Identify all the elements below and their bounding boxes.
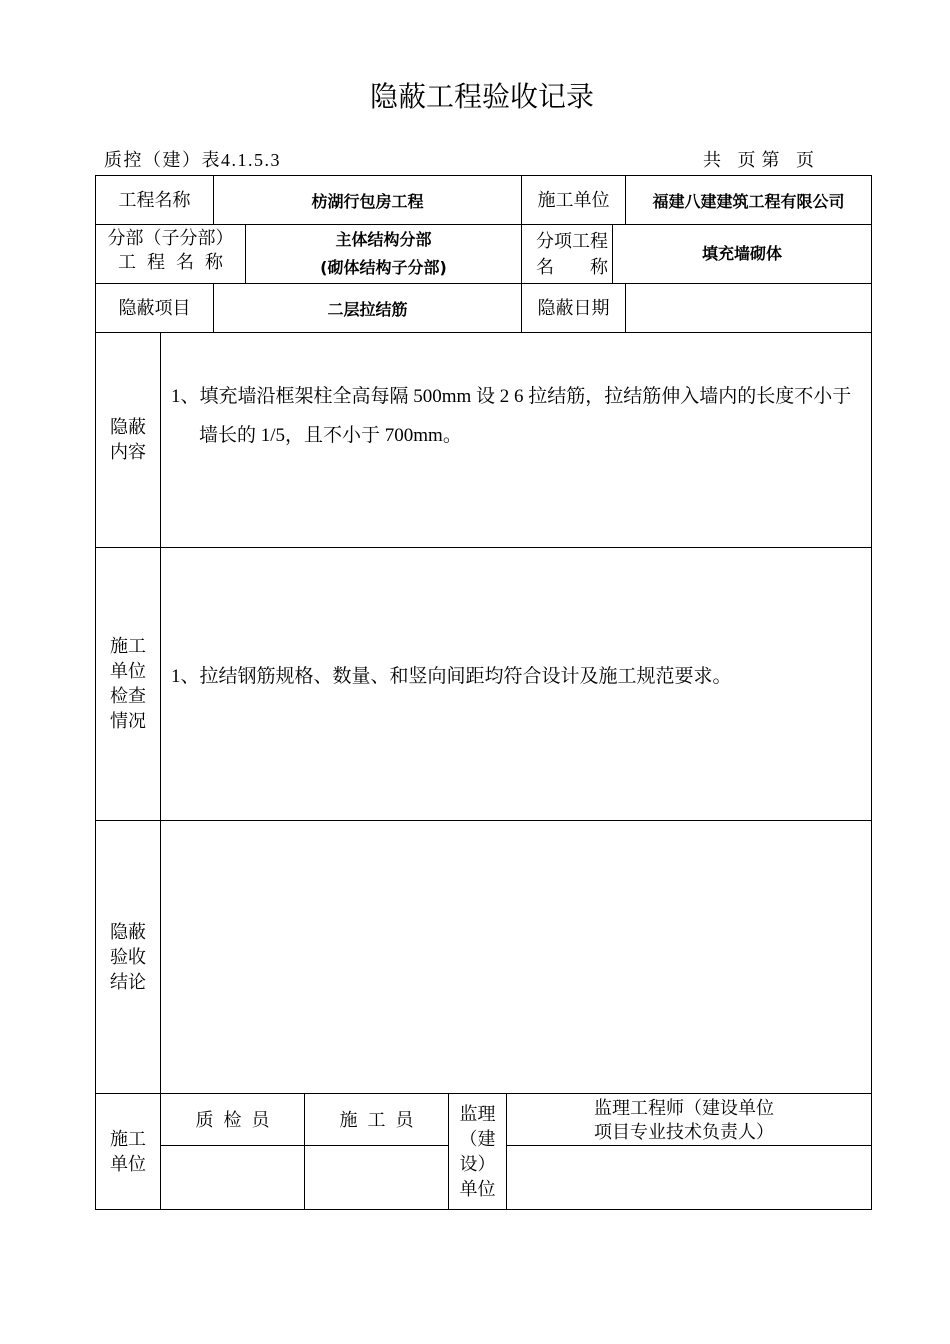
hidden-item-value: 二层拉结筋 (327, 299, 408, 319)
constructor-label-cell (304, 1093, 449, 1146)
contractor-label-cell (521, 175, 626, 225)
project-name-value: 枋湖行包房工程 (311, 191, 424, 211)
division-value-line-1: 主体结构分部 (335, 230, 432, 249)
quality-inspector-signature-cell (160, 1145, 305, 1210)
inspection-label: 施工单位检查情况 (109, 636, 146, 731)
engineer-signature-cell (506, 1145, 872, 1210)
signature-contractor-label: 施工单位 (109, 1128, 146, 1174)
conclusion-label-cell (95, 820, 161, 1094)
hidden-content-cell (160, 332, 872, 548)
inspection-content-cell (160, 547, 872, 821)
hidden-date-label: 隐蔽日期 (537, 298, 610, 318)
constructor-signature-cell (304, 1145, 449, 1210)
division-value-cell (245, 224, 522, 284)
supervisor-label-line-2: （建 (459, 1128, 496, 1149)
hidden-content-text (171, 377, 851, 455)
sub-item-value: 填充墙砌体 (701, 244, 782, 263)
constructor-label: 施 工 员 (339, 1109, 414, 1130)
hidden-content-line-1: 1、填充墙沿框架柱全高每隔 500mm 设 2 6 拉结筋，拉结筋伸入墙内的长度不小于 (171, 386, 852, 407)
supervisor-label-line-3: 设） (459, 1153, 496, 1174)
sub-item-label-line-1: 分项工程 (536, 231, 608, 251)
supervisor-label-cell (448, 1093, 507, 1210)
hidden-item-value-cell (213, 283, 522, 333)
engineer-label-cell (506, 1093, 872, 1146)
inspection-label-cell (95, 547, 161, 821)
sub-item-label-cell (521, 224, 613, 284)
contractor-value: 福建八建建筑工程有限公司 (652, 191, 845, 211)
hidden-content-label: 隐蔽内容 (109, 417, 146, 462)
document-title: 隐蔽工程验收记录 (369, 80, 594, 113)
project-name-value-cell (213, 175, 522, 225)
page-info: 共 页第 页 (703, 150, 820, 170)
supervisor-label-line-1: 监理 (459, 1103, 496, 1124)
hidden-item-label-cell (95, 283, 214, 333)
engineer-label-line-2: 项目专业技术负责人） (594, 1121, 774, 1142)
division-label-line-1: 分部（子分部） (107, 228, 234, 248)
conclusion-label: 隐蔽验收结论 (109, 921, 146, 992)
project-name-label-cell (95, 175, 214, 225)
hidden-content-line-2: 墙长的 1/5，且不小于 700mm。 (199, 425, 462, 446)
signature-contractor-label-cell (95, 1093, 161, 1210)
sub-item-value-cell (612, 224, 872, 284)
hidden-date-value-cell (625, 283, 872, 333)
quality-inspector-label: 质 检 员 (195, 1109, 270, 1130)
contractor-value-cell (625, 175, 872, 225)
division-label-cell (95, 224, 246, 284)
conclusion-content-cell (160, 820, 872, 1094)
inspection-text: 1、拉结钢筋规格、数量、和竖向间距均符合设计及施工规范要求。 (171, 666, 732, 687)
division-value-line-2: (砌体结构子分部) (320, 258, 447, 277)
hidden-content-label-cell (95, 332, 161, 548)
project-name-label: 工程名称 (118, 190, 191, 210)
hidden-date-label-cell (521, 283, 626, 333)
sub-item-label-line-2: 名 称 (536, 257, 608, 277)
engineer-label-line-1: 监理工程师（建设单位 (594, 1097, 774, 1118)
form-code: 质控（建）表4.1.5.3 (104, 150, 281, 170)
supervisor-label-line-4: 单位 (459, 1178, 496, 1199)
quality-inspector-label-cell (160, 1093, 305, 1146)
division-label-line-2: 工 程 名 称 (118, 252, 223, 272)
hidden-item-label: 隐蔽项目 (118, 298, 191, 318)
contractor-label: 施工单位 (537, 190, 610, 210)
